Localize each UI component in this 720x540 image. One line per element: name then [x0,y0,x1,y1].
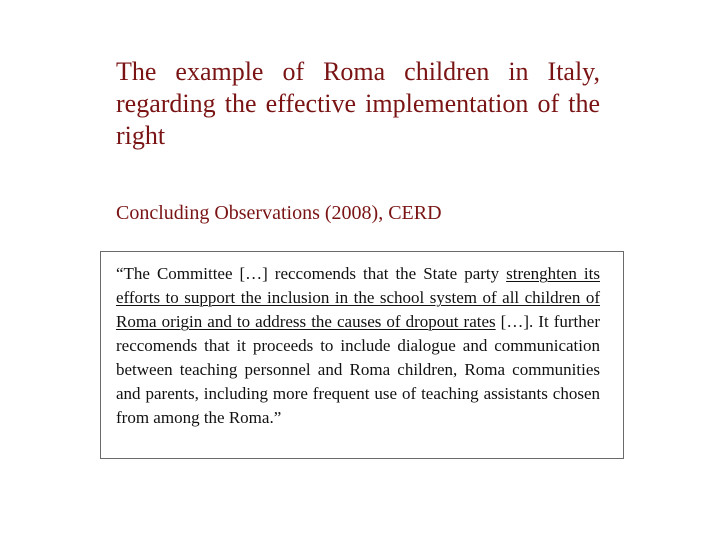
slide-subtitle: Concluding Observations (2008), CERD [116,202,442,224]
quote-text [116,262,600,430]
quote-underlined-recommendation: strenghten its efforts to support the inclusion in the school system of all children of Roma origin and to address the causes of dropout rates [116,264,600,331]
slide-title: The example of Roma children in Italy, regarding the effective implementation of the right [116,57,600,150]
quote-continuation: […]. It further reccomends that it proceeds to include dialogue and communication between teaching personnel and Roma children, Roma communities and parents, including more frequent use of teaching assistants chosen from among the Roma.” [116,312,600,427]
quote-intro: “The Committee […] reccomends that the State party [116,264,507,283]
